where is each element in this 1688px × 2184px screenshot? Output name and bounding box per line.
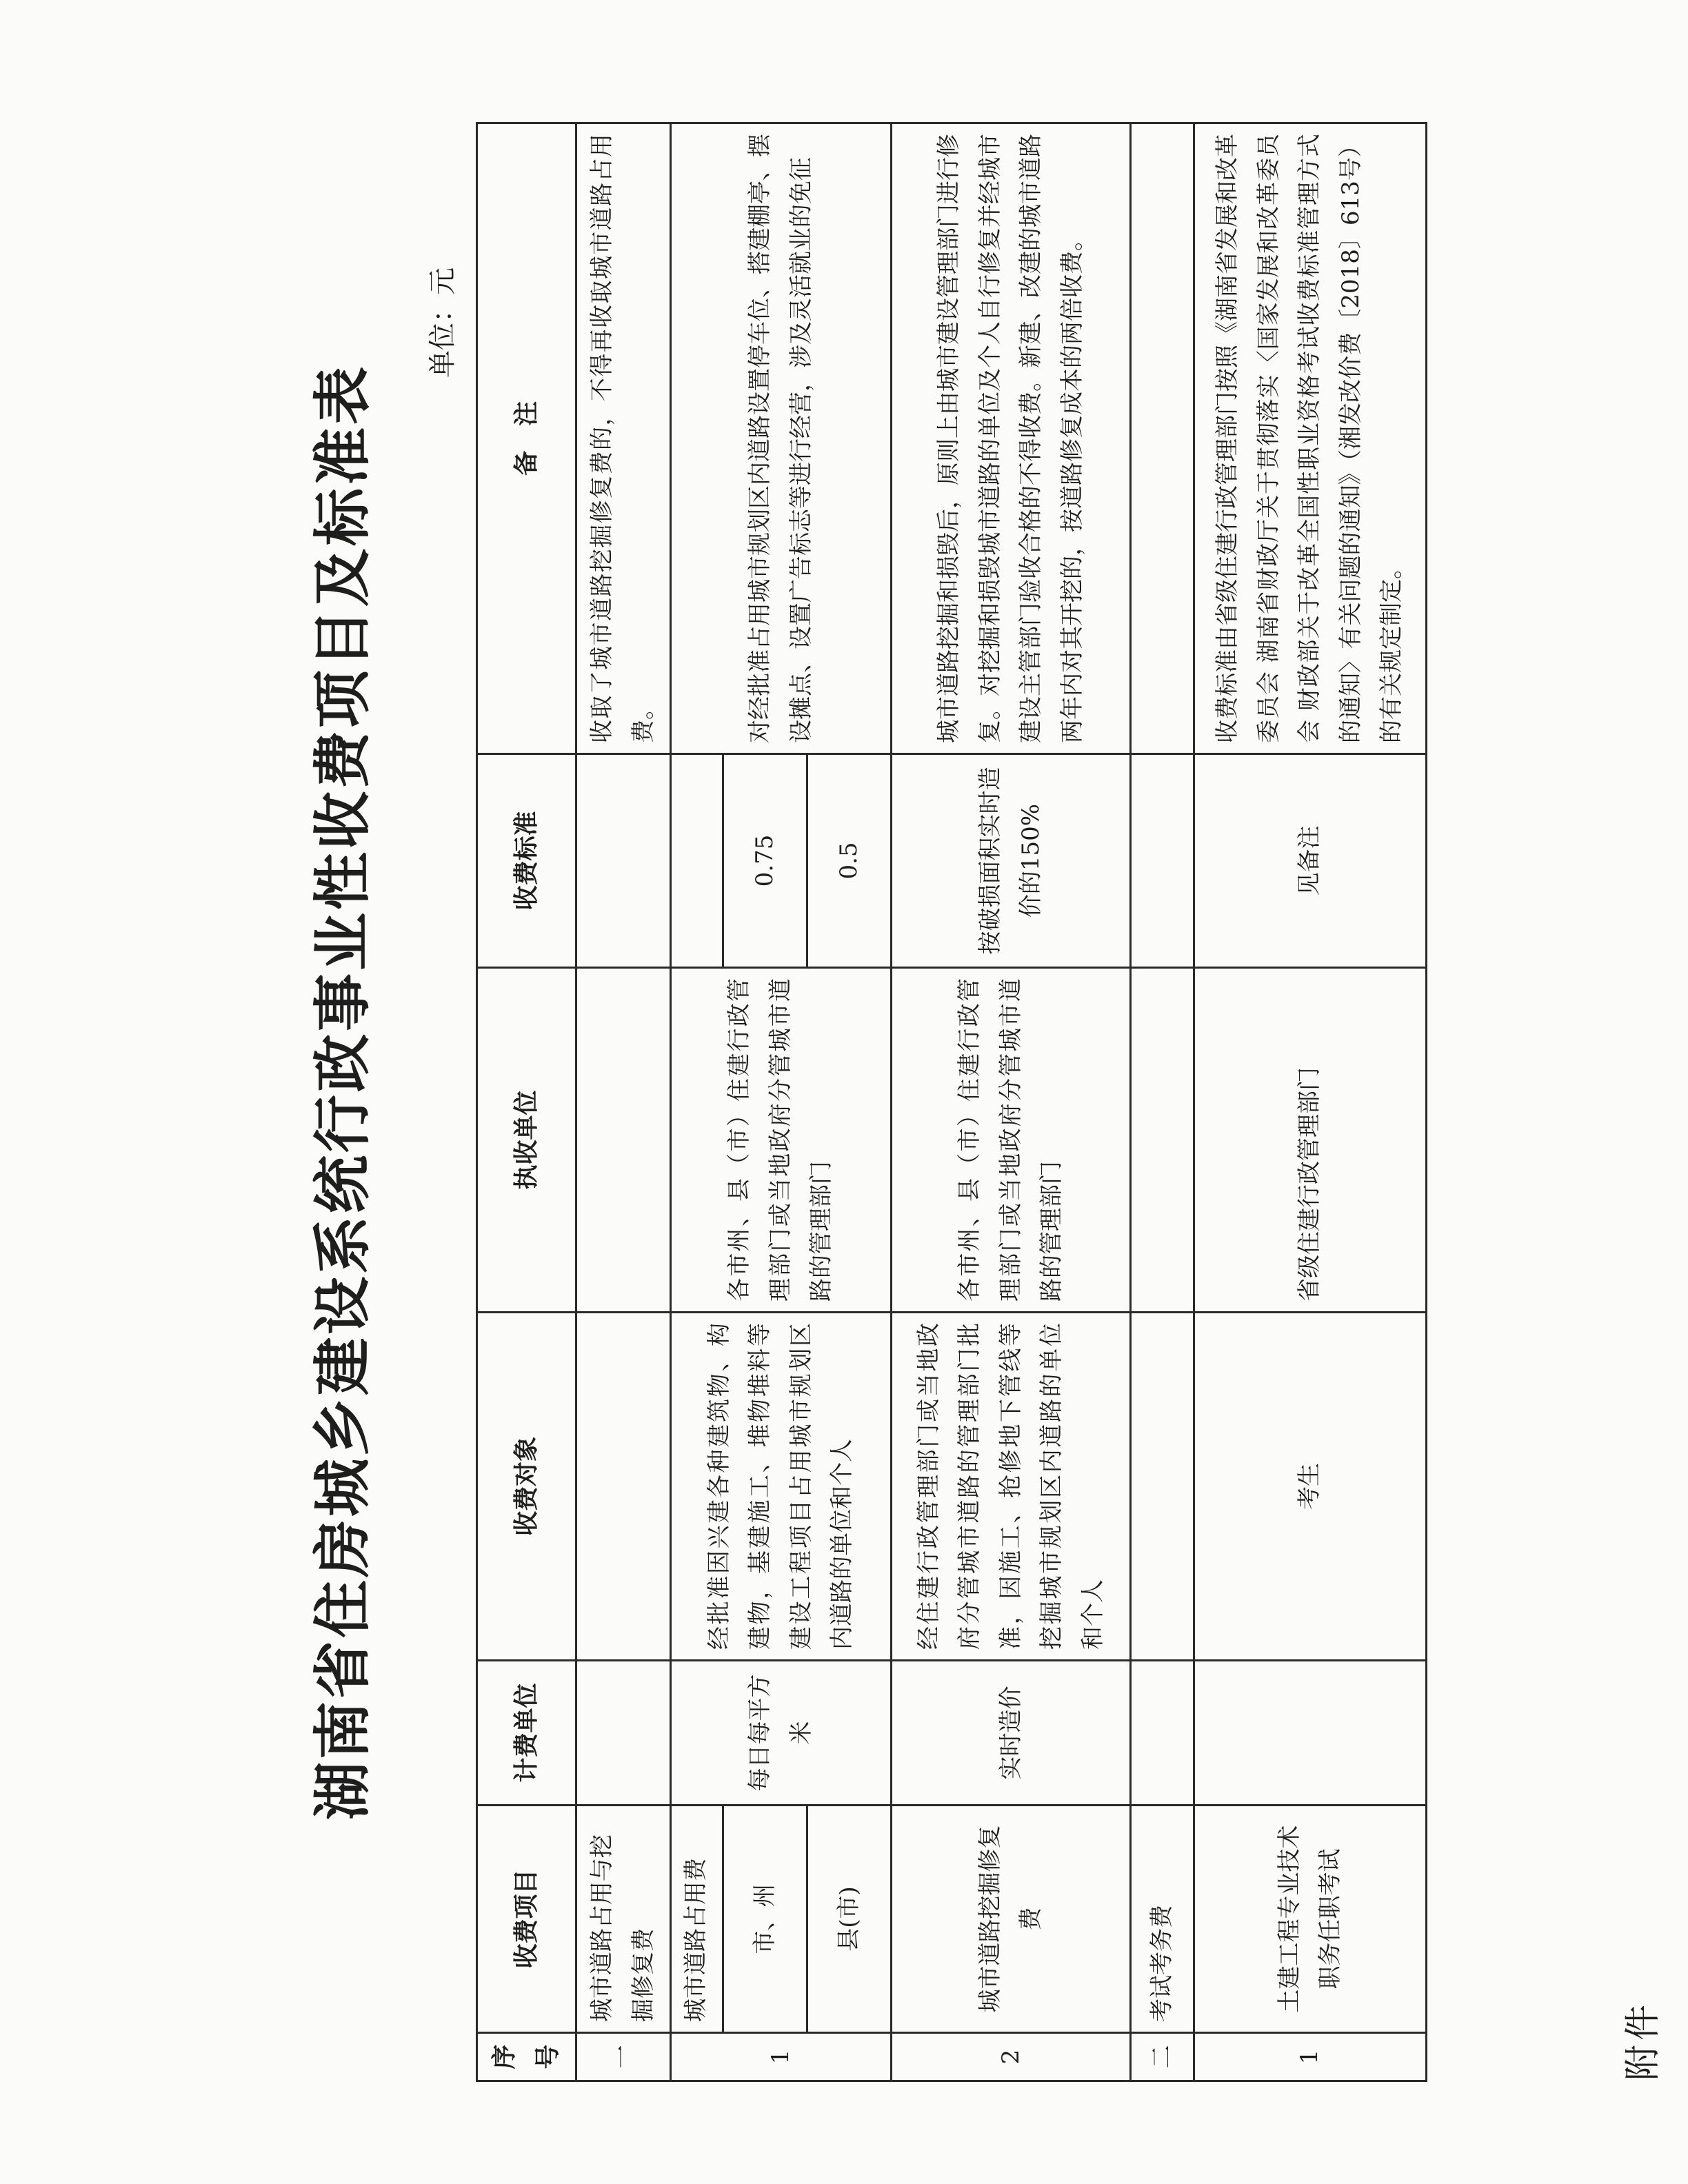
table-row	[670, 123, 723, 2081]
row-item: 城市道路占用与挖掘修复费	[576, 1805, 670, 2032]
table-header-row	[477, 123, 576, 2081]
row-item: 考试考务费	[1131, 1805, 1194, 2032]
table-row	[1194, 123, 1427, 2081]
row-standard	[576, 754, 670, 967]
sub-item-city: 市、州	[723, 1805, 807, 2032]
row-billing-unit	[576, 1660, 670, 1805]
row-billing-unit: 每日每平方米	[670, 1660, 892, 1805]
row-collector: 省级住建行政管理部门	[1194, 967, 1427, 1312]
row-collector	[576, 967, 670, 1312]
row-remarks: 对经批准占用城市规划区内道路设置停车位、搭建棚亭、摆设摊点、设置广告标志等进行经营，涉及灵活就业的免征	[670, 123, 892, 754]
header-item: 收费项目	[477, 1805, 576, 2032]
table-row	[1131, 123, 1194, 2081]
sub-item-county: 县(市)	[807, 1805, 892, 2032]
row-collector	[1131, 967, 1194, 1312]
row-standard	[670, 754, 723, 967]
row-payer: 经批准因兴建各种建筑物、构建物，基建施工、堆物堆料等建设工程项目占用城市规划区内道路的单位和个人	[670, 1312, 892, 1660]
fee-table	[476, 122, 1427, 2082]
row-seq: 一	[576, 2033, 670, 2081]
row-remarks	[1131, 123, 1194, 754]
row-payer	[1131, 1312, 1194, 1660]
header-remarks: 备 注	[477, 123, 576, 754]
row-collector: 各市州、县（市）住建行政管理部门或当地政府分管城市道路的管理部门	[892, 967, 1131, 1312]
row-standard: 见备注	[1194, 754, 1427, 967]
row-collector: 各市州、县（市）住建行政管理部门或当地政府分管城市道路的管理部门	[670, 967, 892, 1312]
standard-county: 0.5	[807, 754, 892, 967]
row-billing-unit: 实时造价	[892, 1660, 1131, 1805]
row-seq: 2	[892, 2033, 1131, 2081]
header-billing-unit: 计费单位	[477, 1660, 576, 1805]
standard-city: 0.75	[723, 754, 807, 967]
row-item: 城市道路占用费	[670, 1805, 723, 2032]
row-standard: 按破损面积实时造价的150%	[892, 754, 1131, 967]
document-title: 湖南省住房城乡建设系统行政事业性收费项目及标准表	[308, 364, 376, 1821]
table-row	[576, 123, 670, 2081]
row-payer: 考生	[1194, 1312, 1427, 1660]
table-row	[892, 123, 1131, 2081]
row-payer: 经住建行政管理部门或当地政府分管城市道路的管理部门批准，因施工、抢修地下管线等挖掘城市规划区内道路的单位和个人	[892, 1312, 1131, 1660]
header-standard: 收费标准	[477, 754, 576, 967]
row-item: 土建工程专业技术职务任职考试	[1194, 1805, 1427, 2032]
unit-label: 单位：元	[427, 267, 459, 378]
row-remarks: 收费标准由省级住建行政管理部门按照《湖南省发展和改革委员会 湖南省财政厅关于贯彻落实〈国家发展和改革委员会 财政部关于改革全国性职业资格考试收费标准管理方式的通知〉有关问题的通知》（湘发改价费〔2018〕613号）的有关规定制定。	[1194, 123, 1427, 754]
attachment-label: 附件	[1622, 2000, 1664, 2081]
header-payer: 收费对象	[477, 1312, 576, 1660]
header-seq: 序号	[477, 2033, 576, 2081]
row-item: 城市道路挖掘修复费	[892, 1805, 1131, 2032]
row-seq: 1	[1194, 2033, 1427, 2081]
row-remarks: 收取了城市道路挖掘修复费的，不得再收取城市道路占用费。	[576, 123, 670, 754]
row-billing-unit	[1131, 1660, 1194, 1805]
row-standard	[1131, 754, 1194, 967]
header-collector: 执收单位	[477, 967, 576, 1312]
row-payer	[576, 1312, 670, 1660]
row-billing-unit	[1194, 1660, 1427, 1805]
row-remarks: 城市道路挖掘和损毁后，原则上由城市建设管理部门进行修复。对挖掘和损毁城市道路的单位及个人自行修复并经城市建设主管部门验收合格的不得收费。新建、改建的城市道路两年内对其开挖的，按道路修复成本的两倍收费。	[892, 123, 1131, 754]
row-seq: 二	[1131, 2033, 1194, 2081]
row-seq: 1	[670, 2033, 892, 2081]
